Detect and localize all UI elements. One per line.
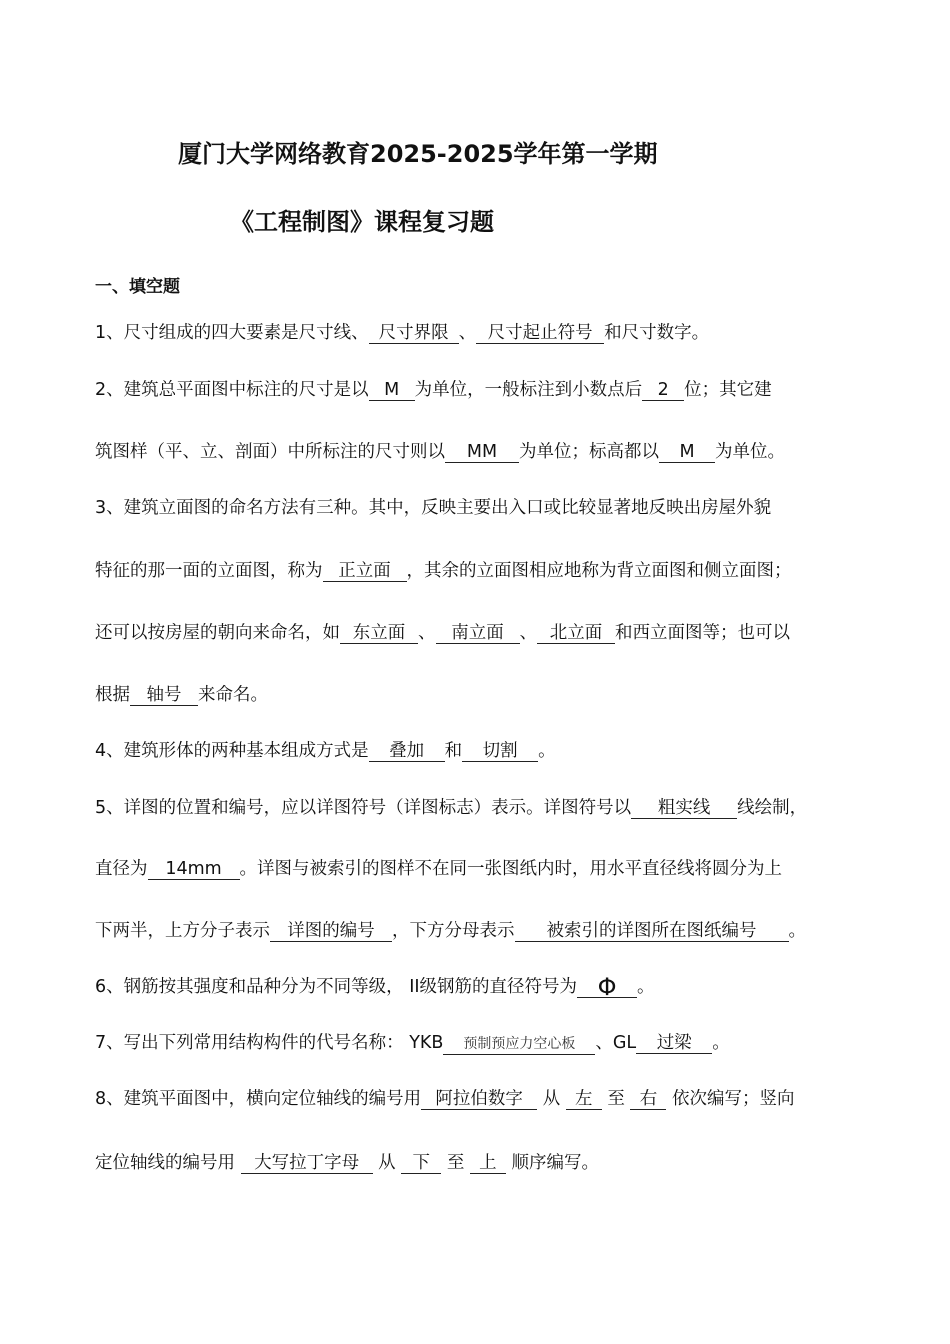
rebar-diameter-symbol: Φ xyxy=(597,973,617,1001)
q6-text: 6、钢筋按其强度和品种分为不同等级， II级钢筋的直径符号为 xyxy=(95,977,578,997)
q4-text: 4、建筑形体的两种基本组成方式是 xyxy=(95,741,369,761)
q8-from-2: 从 xyxy=(378,1153,396,1173)
q6-answer-symbol xyxy=(577,973,637,1001)
q4-answer-2: 切割 xyxy=(462,741,538,762)
q5-answer-1: 粗实线 xyxy=(631,798,737,819)
q8-answer-4: 大写拉丁字母 xyxy=(241,1153,373,1174)
q8-text-end: 依次编写；竖向 xyxy=(672,1089,795,1109)
section-heading: 一、填空题 xyxy=(95,277,180,297)
q7-text-end: 。 xyxy=(712,1033,730,1053)
q1-answer-2: 尺寸起止符号 xyxy=(476,323,604,344)
question-5-line-3 xyxy=(95,919,806,943)
q8-from-1: 从 xyxy=(542,1089,561,1109)
q8-text: 8、建筑平面图中，横向定位轴线的编号用 xyxy=(95,1089,422,1109)
q1-sep: 、 xyxy=(458,323,477,343)
q4-text-mid: 和 xyxy=(444,741,463,761)
q2-text-mid: 为单位，一般标注到小数点后 xyxy=(414,380,643,400)
question-1 xyxy=(95,321,709,345)
q3-sep-2: 、 xyxy=(519,623,537,643)
q2-text-2-mid: 为单位；标高都以 xyxy=(519,442,659,462)
q8-text-2-end: 顺序编写。 xyxy=(511,1153,599,1173)
question-7 xyxy=(95,1031,730,1055)
q5-answer-3: 详图的编号 xyxy=(270,921,392,942)
question-2-line-2 xyxy=(95,440,785,464)
course-title: 《工程制图》课程复习题 xyxy=(230,208,494,236)
q8-answer-3: 右 xyxy=(630,1089,666,1110)
q1-answer-1: 尺寸界限 xyxy=(369,323,459,344)
q5-text: 5、详图的位置和编号，应以详图符号（详图标志）表示。详图符号以 xyxy=(95,798,632,818)
q3-text-4: 根据 xyxy=(95,685,130,705)
q2-text-end: 位；其它建 xyxy=(684,380,772,400)
q3-text-4-end: 来命名。 xyxy=(198,685,268,705)
q5-text-3: 下两半，上方分子表示 xyxy=(95,921,270,941)
q2-answer-2: 2 xyxy=(642,380,684,401)
q8-to-1: 至 xyxy=(607,1089,625,1109)
q3-answer-1: 正立面 xyxy=(323,561,407,582)
question-8-line-1 xyxy=(95,1087,795,1111)
q2-text: 2、建筑总平面图中标注的尺寸是以 xyxy=(95,380,369,400)
q8-answer-5: 下 xyxy=(401,1153,441,1174)
question-6 xyxy=(95,975,655,999)
q5-answer-4: 被索引的详图所在图纸编号 xyxy=(515,921,789,942)
q3-text: 3、建筑立面图的命名方法有三种。其中，反映主要出入口或比较显著地反映出房屋外貌 xyxy=(95,498,772,518)
q2-answer-3: MM xyxy=(445,442,519,463)
q3-text-2: 特征的那一面的立面图，称为 xyxy=(95,561,323,581)
q5-text-3-mid: ，下方分母表示 xyxy=(392,921,515,941)
q5-text-3-end: 。 xyxy=(788,921,806,941)
question-3-line-4 xyxy=(95,683,268,707)
q2-answer-4: M xyxy=(659,442,715,463)
q4-text-end: 。 xyxy=(538,741,556,761)
q5-text-2-end: 。详图与被索引的图样不在同一张图纸内时，用水平直径线将圆分为上 xyxy=(239,859,782,879)
q8-to-2: 至 xyxy=(446,1153,465,1173)
q7-text: 7、写出下列常用结构构件的代号名称： YKB xyxy=(95,1033,444,1053)
q3-text-3-end: 和西立面图等；也可以 xyxy=(615,623,790,643)
question-3-line-3 xyxy=(95,621,790,645)
q6-text-end: 。 xyxy=(637,977,655,997)
q3-answer-4: 北立面 xyxy=(537,623,615,644)
q1-text: 1、尺寸组成的四大要素是尺寸线、 xyxy=(95,323,369,343)
question-3-line-2 xyxy=(95,559,792,583)
q3-text-2-end: ，其余的立面图相应地称为背立面图和侧立面图； xyxy=(406,561,792,581)
q8-text-2: 定位轴线的编号用 xyxy=(95,1153,235,1173)
q3-sep-1: 、 xyxy=(418,623,436,643)
q7-answer-1: 预制预应力空心板 xyxy=(443,1034,595,1055)
q2-text-2: 筑图样（平、立、剖面）中所标注的尺寸则以 xyxy=(95,442,445,462)
question-2-line-1 xyxy=(95,378,772,402)
q3-answer-2: 东立面 xyxy=(340,623,418,644)
q7-answer-2: 过梁 xyxy=(636,1033,712,1054)
q4-answer-1: 叠加 xyxy=(369,741,445,762)
q1-text-end: 和尺寸数字。 xyxy=(604,323,710,343)
question-3-line-1 xyxy=(95,496,771,520)
q5-text-end: 线绘制， xyxy=(737,798,808,818)
q3-answer-3: 南立面 xyxy=(436,623,520,644)
q8-answer-2: 左 xyxy=(566,1089,602,1110)
question-4 xyxy=(95,739,556,763)
q5-answer-2: 14mm xyxy=(148,859,240,880)
q3-text-3: 还可以按房屋的朝向来命名，如 xyxy=(95,623,340,643)
q8-answer-1: 阿拉伯数字 xyxy=(421,1089,537,1110)
q7-text-mid: 、GL xyxy=(595,1033,637,1053)
q3-answer-5: 轴号 xyxy=(130,685,198,706)
document-title: 厦门大学网络教育2025-2025学年第一学期 xyxy=(178,140,658,168)
question-8-line-2 xyxy=(95,1151,599,1175)
question-5-line-1 xyxy=(95,796,807,820)
question-5-line-2 xyxy=(95,857,782,881)
q5-text-2: 直径为 xyxy=(95,859,148,879)
q8-answer-6: 上 xyxy=(470,1153,506,1174)
q2-text-2-end: 为单位。 xyxy=(715,442,785,462)
q2-answer-1: M xyxy=(369,380,415,401)
